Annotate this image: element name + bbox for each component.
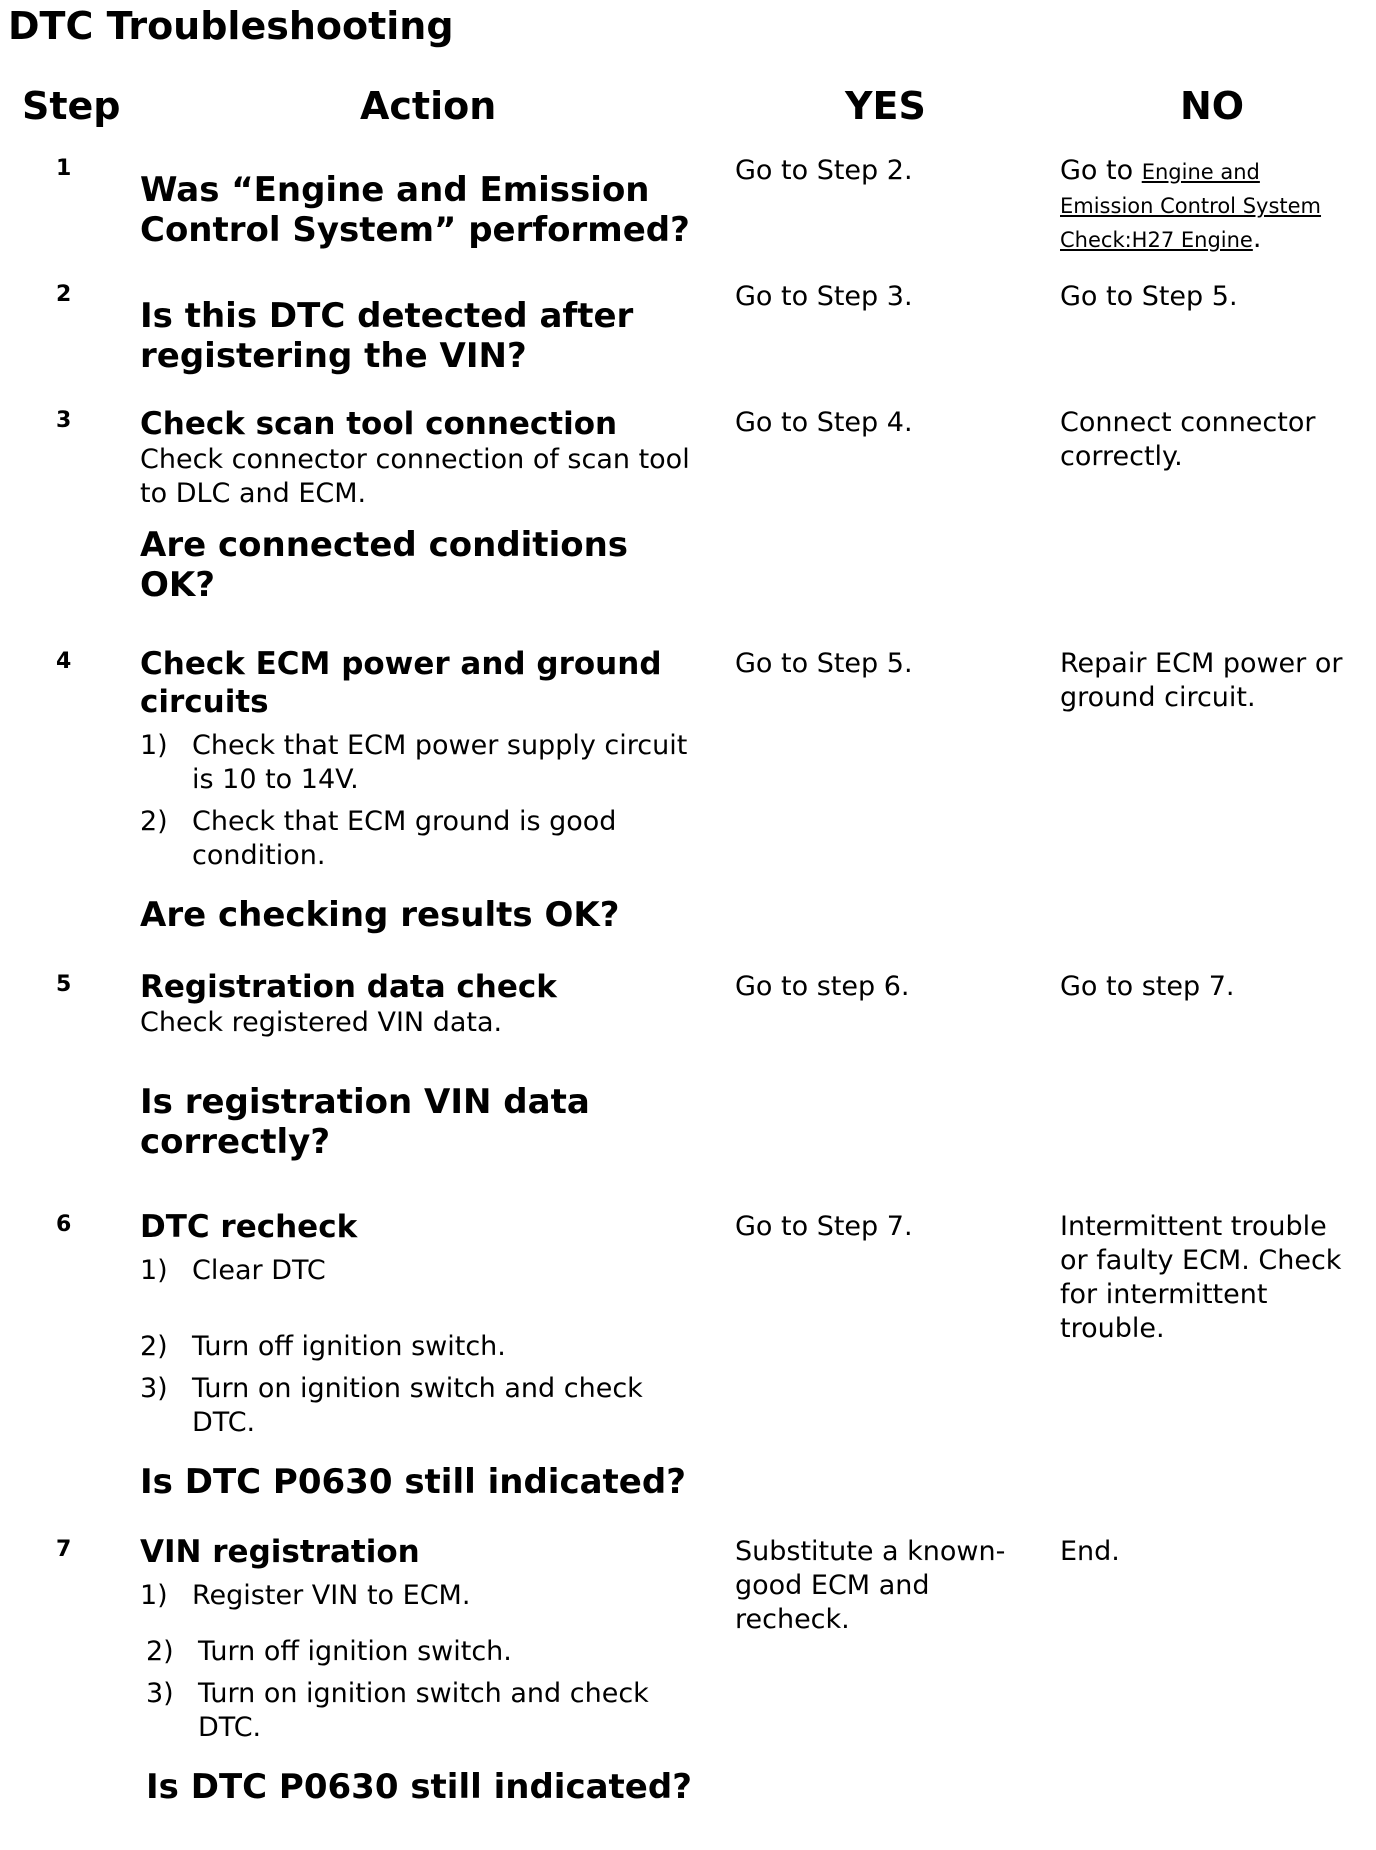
step-heading: Check scan tool connection: [140, 406, 618, 442]
step-question: Is DTC P0630 still indicated?: [146, 1767, 692, 1807]
step-4-yes: Go to Step 5.: [735, 648, 913, 679]
step-2-action: [140, 296, 700, 376]
list-item: 3) Turn on ignition switch and check DTC.: [140, 1373, 643, 1438]
step-question: Are connected conditions OK?: [140, 525, 629, 605]
step-number: 6: [56, 1212, 72, 1237]
step-number: 7: [56, 1537, 72, 1562]
step-1-no: [1060, 154, 1350, 256]
step-5-no: Go to step 7.: [1060, 971, 1235, 1002]
step-heading: Registration data check: [140, 969, 557, 1005]
engine-emission-check-link[interactable]: Engine and Emission Control System Check:H27 Engine: [1060, 160, 1322, 252]
step-question: Is registration VIN data correctly?: [140, 1082, 590, 1162]
no-prefix: Go to: [1060, 155, 1142, 186]
list-item: 2) Turn off ignition switch.: [140, 1331, 506, 1362]
step-7-no: End.: [1060, 1536, 1120, 1567]
list-item: 2) Turn off ignition switch.: [146, 1636, 512, 1667]
step-6-action: [140, 1208, 700, 1502]
step-6-yes: Go to Step 7.: [735, 1211, 913, 1242]
step-heading: VIN registration: [140, 1534, 420, 1570]
list-item: 1) Clear DTC: [140, 1255, 326, 1286]
step-3-no: Connect connector correctly.: [1060, 407, 1316, 472]
step-2-no: Go to Step 5.: [1060, 281, 1238, 312]
step-6-no: Intermittent trouble or faulty ECM. Check for intermittent trouble.: [1060, 1211, 1342, 1344]
list-item: 2) Check that ECM ground is good condition.: [140, 806, 617, 871]
step-question: Is this DTC detected after registering the VIN?: [140, 296, 634, 376]
list-item: 3) Turn on ignition switch and check DTC.: [146, 1678, 649, 1743]
step-question: Was “Engine and Emission Control System” performed?: [140, 170, 690, 250]
step-number: 4: [56, 649, 72, 674]
step-description: Check connector connection of scan tool to DLC and ECM.: [140, 444, 690, 509]
step-3-action: [140, 405, 700, 605]
header-yes: YES: [845, 84, 926, 128]
step-number: 5: [56, 972, 72, 997]
page-title: DTC Troubleshooting: [8, 4, 454, 48]
step-items: [140, 1254, 700, 1440]
step-7-yes: Substitute a known-good ECM and recheck.: [735, 1536, 1006, 1635]
header-action: Action: [360, 84, 497, 128]
no-suffix: .: [1252, 223, 1262, 254]
list-item: 1) Register VIN to ECM.: [140, 1580, 471, 1611]
step-number: 1: [56, 156, 72, 181]
step-question: Are checking results OK?: [140, 895, 620, 935]
step-question: Is DTC P0630 still indicated?: [140, 1462, 686, 1502]
header-no: NO: [1180, 84, 1245, 128]
step-heading: Check ECM power and ground circuits: [140, 646, 662, 720]
step-description: Check registered VIN data.: [140, 1007, 503, 1038]
step-5-action: [140, 968, 700, 1162]
step-heading: DTC recheck: [140, 1209, 358, 1245]
step-4-action: [140, 645, 700, 935]
step-5-yes: Go to step 6.: [735, 971, 910, 1002]
step-1-yes: Go to Step 2.: [735, 155, 913, 186]
step-items: [140, 1579, 710, 1745]
step-items: [140, 729, 700, 873]
step-number: 3: [56, 408, 72, 433]
step-1-action: [140, 170, 700, 250]
list-item: 1) Check that ECM power supply circuit is 10 to 14V.: [140, 730, 688, 795]
step-2-yes: Go to Step 3.: [735, 281, 913, 312]
step-4-no: Repair ECM power or ground circuit.: [1060, 648, 1343, 713]
step-number: 2: [56, 282, 72, 307]
header-step: Step: [22, 84, 121, 128]
step-3-yes: Go to Step 4.: [735, 407, 913, 438]
step-7-action: [140, 1533, 710, 1807]
